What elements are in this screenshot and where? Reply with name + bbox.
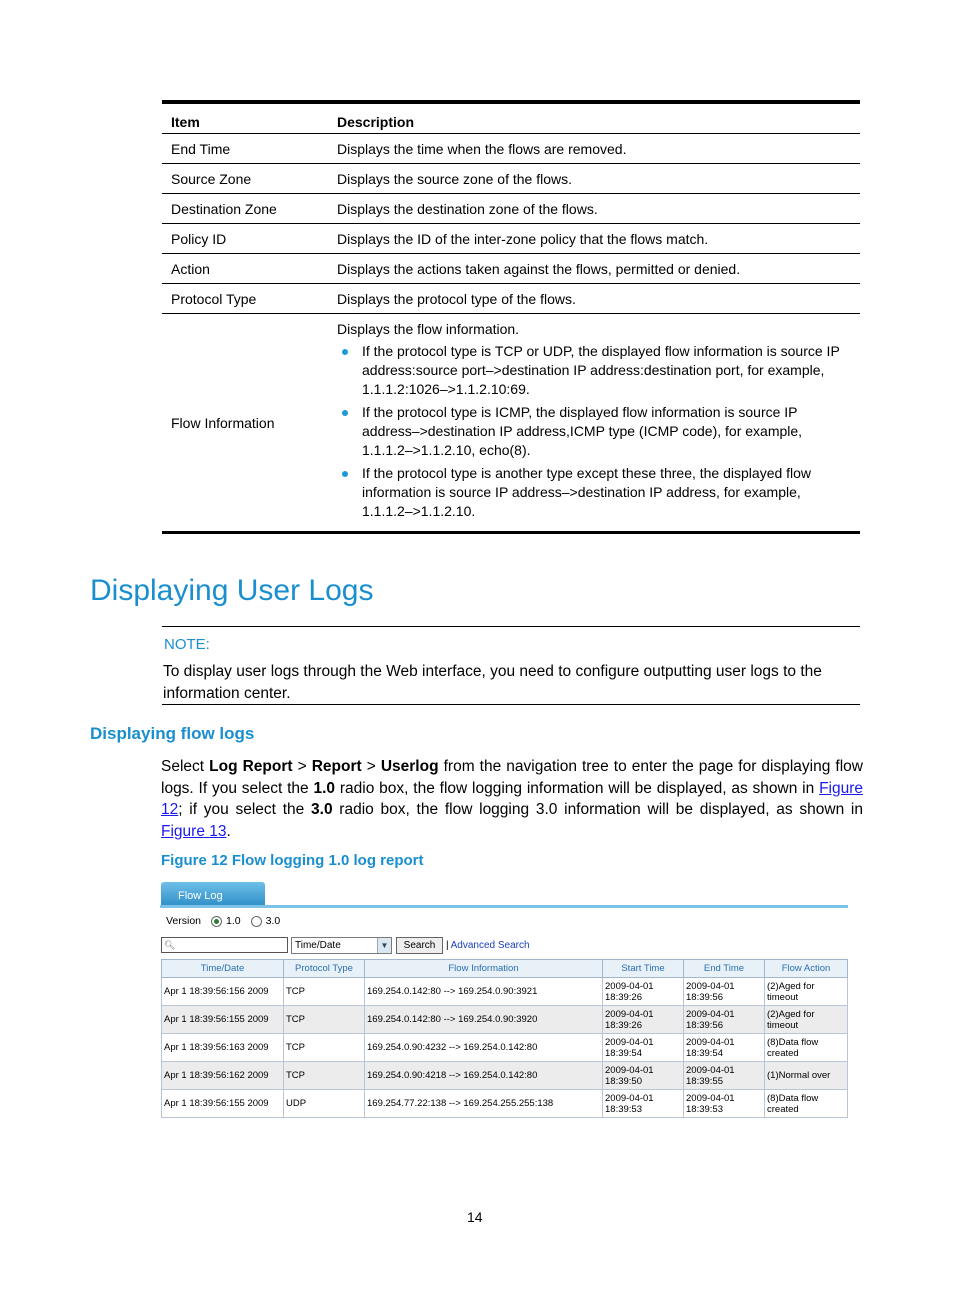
subsection-title: Displaying flow logs [90, 724, 255, 743]
version-3-0-text: 3.0 [311, 801, 333, 818]
search-field-select[interactable] [291, 937, 392, 954]
table-row [162, 314, 860, 533]
cell: Apr 1 18:39:56:155 2009 [162, 1006, 284, 1034]
flow-bullet-list [337, 342, 851, 521]
section-title: Displaying User Logs [90, 574, 374, 607]
flow-log-figure [160, 880, 848, 1124]
text-run: > [292, 758, 312, 775]
item-cell: End Time [162, 134, 328, 164]
cell: 169.254.0.142:80 --> 169.254.0.90:3921 [365, 978, 603, 1006]
col-time-date[interactable]: Time/Date [162, 960, 284, 978]
tab-flow-log[interactable]: Flow Log [161, 882, 265, 906]
version-label: Version [166, 915, 202, 927]
cell: TCP [284, 1062, 365, 1090]
separator: | [446, 939, 449, 951]
cell: 169.254.0.90:4232 --> 169.254.0.142:80 [365, 1034, 603, 1062]
table-row [162, 194, 860, 224]
figure-12-link[interactable]: Figure 12 [161, 779, 863, 818]
col-protocol-type[interactable]: Protocol Type [284, 960, 365, 978]
item-cell: Protocol Type [162, 284, 328, 314]
header-description: Description [328, 102, 860, 134]
search-bar [161, 936, 530, 954]
item-cell: Source Zone [162, 164, 328, 194]
flow-description-cell [328, 314, 860, 533]
table-row [162, 254, 860, 284]
cell: (2)Aged for timeout [765, 978, 848, 1006]
menu-path-report: Report [311, 758, 362, 775]
table-row [162, 284, 860, 314]
col-flow-action[interactable]: Flow Action [765, 960, 848, 978]
cell: TCP [284, 1006, 365, 1034]
cell: 2009-04-01 18:39:26 [603, 978, 684, 1006]
text-run: ; if you select the [178, 801, 312, 818]
description-table [162, 100, 860, 534]
figure-caption: Figure 12 Flow logging 1.0 log report [161, 852, 424, 869]
table-row [162, 224, 860, 254]
cell: (8)Data flow created [765, 1034, 848, 1062]
note-box [162, 626, 860, 705]
item-cell: Flow Information [171, 414, 275, 431]
table-row [162, 978, 848, 1006]
list-item: If the protocol type is ICMP, the displayed flow information is source IP address–>destination IP address,ICMP type (ICMP code), for example, 1.1.1.2–>1.1.2.10, echo(8). [337, 403, 851, 460]
cell: TCP [284, 978, 365, 1006]
cell: Apr 1 18:39:56:156 2009 [162, 978, 284, 1006]
figure-13-link[interactable]: Figure 13 [161, 822, 227, 840]
table-row [162, 164, 860, 194]
flow-intro: Displays the flow information. [337, 321, 520, 337]
cell: 2009-04-01 18:39:54 [684, 1034, 765, 1062]
cell: TCP [284, 1034, 365, 1062]
cell: 2009-04-01 18:39:26 [603, 1006, 684, 1034]
text-run: radio box, the flow logging information will be displayed, as shown in [335, 779, 820, 797]
text-run: . [226, 822, 231, 840]
description-cell: Displays the time when the flows are removed. [328, 134, 860, 164]
select-value: Time/Date [295, 939, 341, 951]
cell: 2009-04-01 18:39:53 [603, 1090, 684, 1118]
tab-underline [160, 905, 848, 908]
cell: 2009-04-01 18:39:56 [684, 978, 765, 1006]
table-row [162, 1034, 848, 1062]
cell: Apr 1 18:39:56:163 2009 [162, 1034, 284, 1062]
text-run: > [361, 758, 381, 775]
cell: 169.254.77.22:138 --> 169.254.255.255:138 [365, 1090, 603, 1118]
page-number: 14 [467, 1209, 483, 1225]
list-item: If the protocol type is another type except these three, the displayed flow information is source IP address–>destination IP address, for example, 1.1.1.2–>1.1.2.10. [337, 464, 851, 521]
search-button[interactable]: Search [396, 937, 443, 954]
flow-log-table [161, 959, 848, 1118]
description-cell: Displays the destination zone of the flows. [328, 194, 860, 224]
version-selector [166, 915, 280, 927]
text-run: radio box, the flow logging 3.0 information will be displayed, as shown in [332, 801, 863, 818]
note-label: NOTE: [164, 636, 210, 653]
item-cell: Destination Zone [162, 194, 328, 224]
table-row [162, 1090, 848, 1118]
search-icon: 🔍︎ [164, 940, 176, 950]
menu-path-userlog: Userlog [380, 758, 439, 775]
description-cell: Displays the actions taken against the flows, permitted or denied. [328, 254, 860, 284]
note-text: To display user logs through the Web interface, you need to configure outputting user logs to the information center. [163, 663, 822, 702]
version-3-0-radio[interactable] [251, 916, 262, 927]
list-item: If the protocol type is TCP or UDP, the displayed flow information is source IP address:source port–>destination IP address:destination port, for example, 1.1.1.2:1026–>1.1.2.10:69. [337, 342, 851, 399]
description-cell: Displays the ID of the inter-zone policy that the flows match. [328, 224, 860, 254]
cell: UDP [284, 1090, 365, 1118]
cell: 169.254.0.90:4218 --> 169.254.0.142:80 [365, 1062, 603, 1090]
cell: 2009-04-01 18:39:56 [684, 1006, 765, 1034]
item-cell: Action [162, 254, 328, 284]
cell: 2009-04-01 18:39:53 [684, 1090, 765, 1118]
cell: (2)Aged for timeout [765, 1006, 848, 1034]
description-cell: Displays the source zone of the flows. [328, 164, 860, 194]
text-run: Select [161, 758, 210, 775]
cell: (8)Data flow created [765, 1090, 848, 1118]
col-end-time[interactable]: End Time [684, 960, 765, 978]
text-run: from the navigation tree to enter the page for displaying flow logs. If you select the [161, 758, 863, 797]
cell: Apr 1 18:39:56:155 2009 [162, 1090, 284, 1118]
table-row [162, 1062, 848, 1090]
col-flow-information[interactable]: Flow Information [365, 960, 603, 978]
cell: 169.254.0.142:80 --> 169.254.0.90:3920 [365, 1006, 603, 1034]
cell: Apr 1 18:39:56:162 2009 [162, 1062, 284, 1090]
table-row [162, 134, 860, 164]
cell: 2009-04-01 18:39:55 [684, 1062, 765, 1090]
description-cell: Displays the protocol type of the flows. [328, 284, 860, 314]
version-1-0-radio[interactable] [211, 916, 222, 927]
advanced-search-link[interactable]: Advanced Search [450, 939, 530, 951]
cell: 2009-04-01 18:39:54 [603, 1034, 684, 1062]
body-paragraph [161, 756, 863, 842]
menu-path-log-report: Log Report [209, 758, 293, 775]
item-cell: Policy ID [162, 224, 328, 254]
table-row [162, 1006, 848, 1034]
version-1-0-label: 1.0 [226, 915, 241, 927]
chevron-down-icon: ▼ [377, 938, 391, 953]
cell: 2009-04-01 18:39:50 [603, 1062, 684, 1090]
header-item: Item [162, 102, 328, 134]
version-1-0-text: 1.0 [313, 779, 336, 797]
col-start-time[interactable]: Start Time [603, 960, 684, 978]
version-3-0-label: 3.0 [265, 915, 281, 927]
cell: (1)Normal over [765, 1062, 848, 1090]
search-input[interactable] [161, 937, 288, 953]
